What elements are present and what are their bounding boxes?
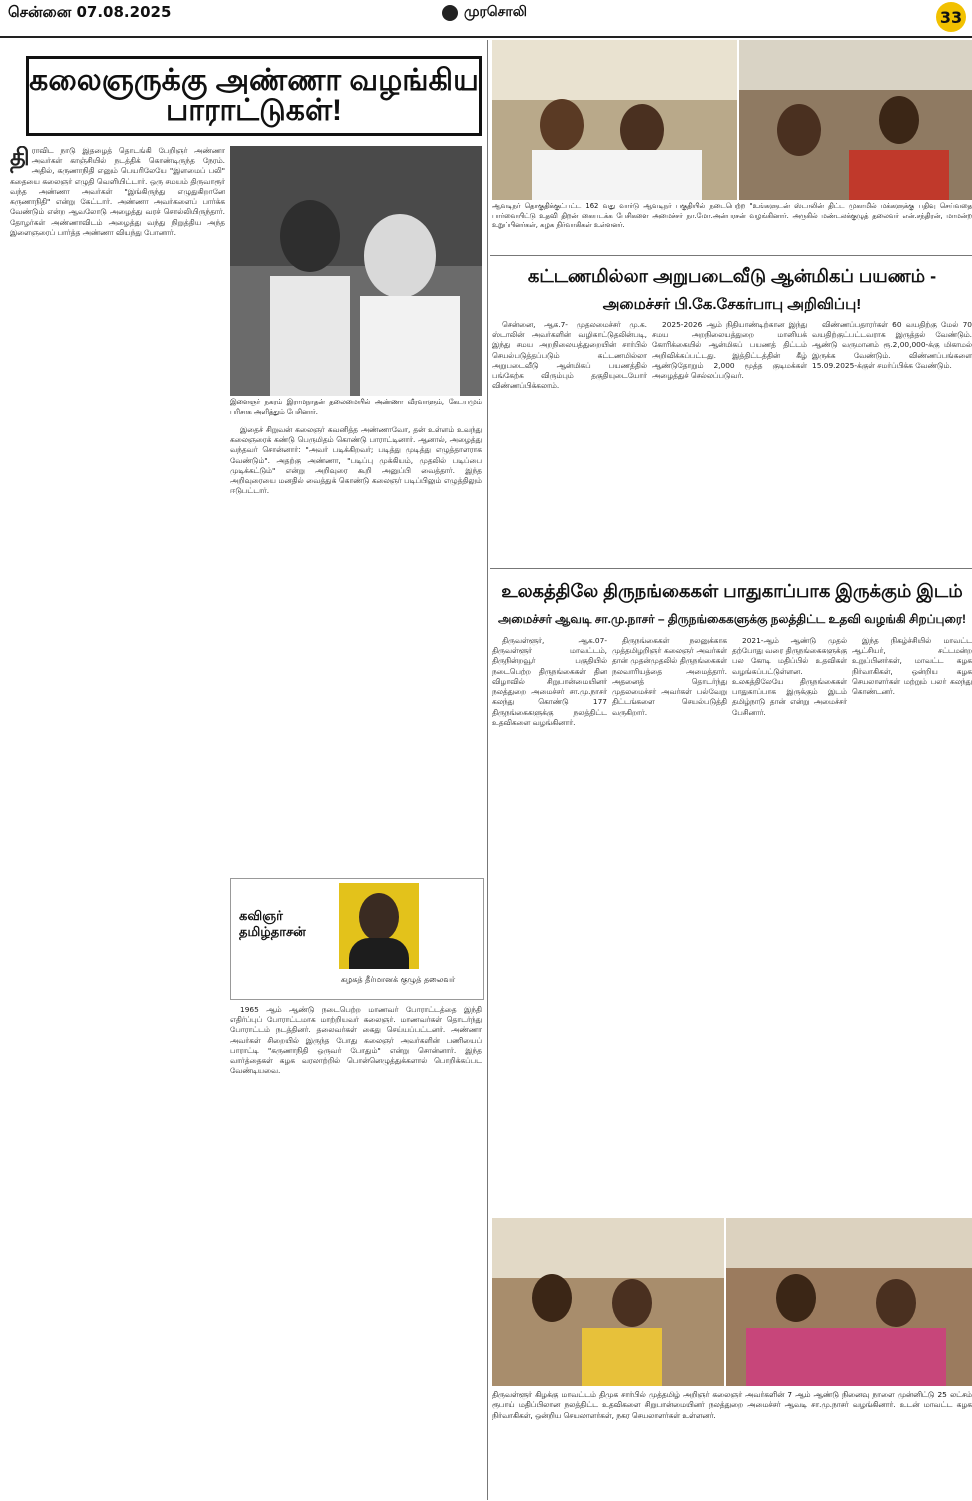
main-article-col3 [230, 1005, 482, 1500]
temple-text-1: சென்னை, ஆக.7- முதலமைச்சர் மு.க. ஸ்டாலின் அவர்களின் வழிகாட்டுதலின்படி, இந்து சமய அறநிலையத்துறையின் சார்பில் செயல்படுத்தப்படும் கட்டணமில்லா அறுபடைவீடு ஆன்மிகப் பயணத்தில் பங்கேற்க விரும்பும் தகுதியுடையோர் விண்ணப்பிக்கலாம். [492, 320, 647, 391]
main-headline: கலைஞருக்கு அண்ணா வழங்கிய பாராட்டுகள்! [29, 64, 479, 127]
temple-col3 [812, 320, 972, 565]
main-col1-text: ராவிட நாடு இதழைத் தொடங்கி பேறிஞர் அண்ணா அவர்கள் காஞ்சியில் நடத்திக் கொண்டிருந்த நேரம். அதில், கருணாநிதி எனும் பெயரிலேயே "இளமைப் பலி" கதையை கலைஞர் எழுதி வெளியிட்டார். ஒரு சமயம் திருவாரூர் வந்த அண்ணா அவர்கள் "இங்கிருந்து எழுதுகிறானே கருணாநிதி" என்று கேட்டார். அண்ணா அவர்களைப் பார்க்க வேண்டும் என்ற ஆவலோடு அழைத்து வரச் சொல்லியிருந்தார். தோழர்கள் அண்ணாவிடம் அழைத்து வந்து நிறுத்திய அந்த இளைஞரைப் பார்த்த அண்ணா வியந்து போனார். [10, 146, 225, 237]
section-rule-2 [490, 568, 972, 569]
welfare-headline-box [492, 572, 972, 610]
welfare-photo-2 [726, 1218, 972, 1386]
welfare-col4 [852, 636, 972, 1216]
column-divider [487, 40, 488, 1500]
author-photo [339, 883, 419, 969]
temple-headline: கட்டணமில்லா அறுபடைவீடு ஆன்மிகப் பயணம் - [527, 266, 937, 286]
header-rule [0, 36, 972, 38]
event-photo-caption: ஆவடிநர் தொகுதிக்குட்பட்ட 162 வது வார்டு ஆவடிநர் பகுதியில் நடைபெற்ற "உங்களுடன் ஸ்டாலின் திட்ட முகாமில் மக்களுக்கு பதிவு செய்வதை பார்வையிட்டு உதவி திறன் கையடக்க பேசிகளை அமைச்சர் நா.மோ.அன்பரசன் வழங்கினார். அருகில் மண்டலக்குழுத் தலைவர் என்.சந்திரன், மாமன்ற உறுப்பினர்கள், கழக நிர்வாகிகள் உள்ளனர். [492, 202, 972, 230]
page-number-badge: 33 [936, 2, 966, 32]
dropcap: தி [10, 146, 30, 171]
main-article-col2 [230, 425, 482, 870]
author-box [230, 878, 484, 1000]
logo-emblem-icon [442, 5, 458, 21]
welfare-photo-caption: திருவள்ளூர் கிழக்கு மாவட்டம் திமுக சார்பில் முத்தமிழ் அறிஞர் கலைஞர் அவர்களின் 7 ஆம் ஆண்டு நினைவு நாளை முன்னிட்டு 25 லட்சம் ரூபாய் மதிப்பிலான நலத்திட்ட உதவிகளை சிறுபான்மையினர் நலத்துறை அமைச்சர் ஆவடி சா.மு.நாசர் வழங்கினார். உடன் மாவட்ட கழக நிர்வாகிகள், ஒன்றிய செயலாளர்கள், நகர செயலாளர்கள் உள்ளனர். [492, 1390, 972, 1420]
welfare-col2 [612, 636, 727, 1216]
temple-headline-box [492, 260, 972, 292]
temple-text-3: விண்ணப்பதாரர்கள் 60 வயதிற்கு மேல் 70 வயதிற்குட்பட்டவராக இருத்தல் வேண்டும். ஆண்டு வருமானம் ரூ.2,00,000-க்கு மிகாமல் இருக்க வேண்டும். விண்ணப்பங்களை 15.09.2025-க்குள் சமர்ப்பிக்க வேண்டும். [812, 320, 972, 370]
anna-kalaignar-photo [230, 146, 482, 396]
page-date-line: சென்னை 07.08.2025 [8, 3, 172, 21]
welfare-subhead: அமைச்சர் ஆவடி சா.மு.நாசர் – திருநங்கைகளுக்கு நலத்திட்ட உதவி வழங்கி சிறப்புரை! [497, 612, 967, 626]
newspaper-name: முரசொலி [464, 4, 527, 20]
welfare-text-1: திருவள்ளூர், ஆக.07- திருவள்ளூர் மாவட்டம், திருநின்றவூர் பகுதியில் நடைபெற்ற திருநங்கைகள் தின விழாவில் சிறுபான்மையினர் நலத்துறை அமைச்சர் சா.மு.நாசர் கலந்து கொண்டு 177 திருநங்கைகளுக்கு நலத்திட்ட உதவிகளை வழங்கினார். [492, 636, 607, 727]
event-photo-1 [492, 40, 737, 200]
event-photo-2 [739, 40, 972, 200]
welfare-photo-1 [492, 1218, 724, 1386]
welfare-col1 [492, 636, 607, 1216]
main-col3-text: 1965 ஆம் ஆண்டு நடைபெற்ற மாணவர் போராட்டத்தை இந்தி எதிர்ப்புப் போராட்டமாக மாற்றியவர் கலைஞர். மாணவர்கள் தொடர்ந்து போராட்டம் நடத்தினர். தலைவர்கள் கைது செய்யப்பட்டனர். அண்ணா அவர்கள் சிறையில் இருந்த போது கலைஞர் அவர்களின் பணியைப் பாராட்டி "கருணாநிதி ஒருவர் போதும்" என்று சொன்னார். இந்த வார்த்தைகள் கழக வரலாற்றில் பொன்னெழுத்துக்களால் பொறிக்கப்பட வேண்டியவை. [230, 1005, 482, 1076]
welfare-headline: உலகத்திலே திருநங்கைகள் பாதுகாப்பாக இருக்கும் இடம் [501, 581, 963, 601]
main-headline-banner [26, 56, 482, 136]
author-title: கழகத் தீர்மானக் குழுத் தலைவர் [340, 975, 456, 984]
welfare-text-2: திருநங்கைகள் நலனுக்காக முத்தமிழறிஞர் கலைஞர் அவர்கள் தான் முதன்முதலில் திருநங்கைகள் நலவாரியத்தை அமைத்தார். அதனைத் தொடர்ந்து முதலமைச்சர் அவர்கள் பல்வேறு திட்டங்களை செயல்படுத்தி வருகிறார். [612, 636, 727, 717]
temple-text-2: 2025-2026 ஆம் நிதியாண்டிற்கான இந்து சமய அறநிலையத்துறை மானியக் கோரிக்கையில் ஆன்மிகப் பயணத் திட்டம் அறிவிக்கப்பட்டது. இத்திட்டத்தின் கீழ் ஆண்டுதோறும் 2,000 மூத்த குடிமக்கள் அழைத்துச் செல்லப்படுவர். [652, 320, 807, 381]
main-photo-caption: இளைஞர் நகரம் இராமநாதன் தலைமையில் அண்ணா வீரவாளும், கேடயமும் பரிசாக அளித்தும் பேசினார். [230, 398, 482, 416]
photo-placeholder [230, 146, 482, 396]
newspaper-logo [442, 4, 527, 22]
welfare-col3 [732, 636, 847, 1216]
temple-col1 [492, 320, 647, 565]
welfare-text-3: 2021-ஆம் ஆண்டு முதல் தற்போது வரை திருநங்கைகளுக்கு பல கோடி மதிப்பில் உதவிகள் வழங்கப்பட்டுள்ளன. உலகத்திலேயே திருநங்கைகள் பாதுகாப்பாக இருக்கும் இடம் தமிழ்நாடு தான் என்று அமைச்சர் பேசினார். [732, 636, 847, 717]
main-col2-text: இதைச் சிறுவன் கலைஞர் கவனித்த அண்ணாவோ, தன் உள்ளம் உவந்து கலைஞரைக் கண்டு பெருமிதம் கொண்டு பாராட்டினார். ஆனால், அழைத்து வந்தவர் சொன்னார்: "அவர் படிக்கிறவர்; படித்து முடித்து எழுத்தாளராக வேண்டும்". அதற்கு அண்ணா, "படிப்பு முக்கியம், முதலில் படிப்பை முடிக்கட்டும்" என்று அறிவுரை கூறி அனுப்பி வைத்தார். இந்த அறிவுரையை மனதில் வைத்துக் கொண்டு கலைஞர் படிப்பிலும் எழுத்திலும் ஈடுபட்டார். [230, 425, 482, 496]
section-rule [490, 255, 972, 256]
temple-subhead: அமைச்சர் பி.கே.சேகர்பாபு அறிவிப்பு! [602, 296, 862, 313]
welfare-text-4: இந்த நிகழ்ச்சியில் மாவட்ட ஆட்சியர், சட்டமன்ற உறுப்பினர்கள், மாவட்ட கழக நிர்வாகிகள், ஒன்றிய கழக செயலாளர்கள் மற்றும் பலர் கலந்து கொண்டனர். [852, 636, 972, 697]
author-name: கவிஞர் தமிழ்தாசன் [239, 909, 306, 940]
temple-col2 [652, 320, 807, 565]
main-article-col1 [10, 146, 225, 1501]
